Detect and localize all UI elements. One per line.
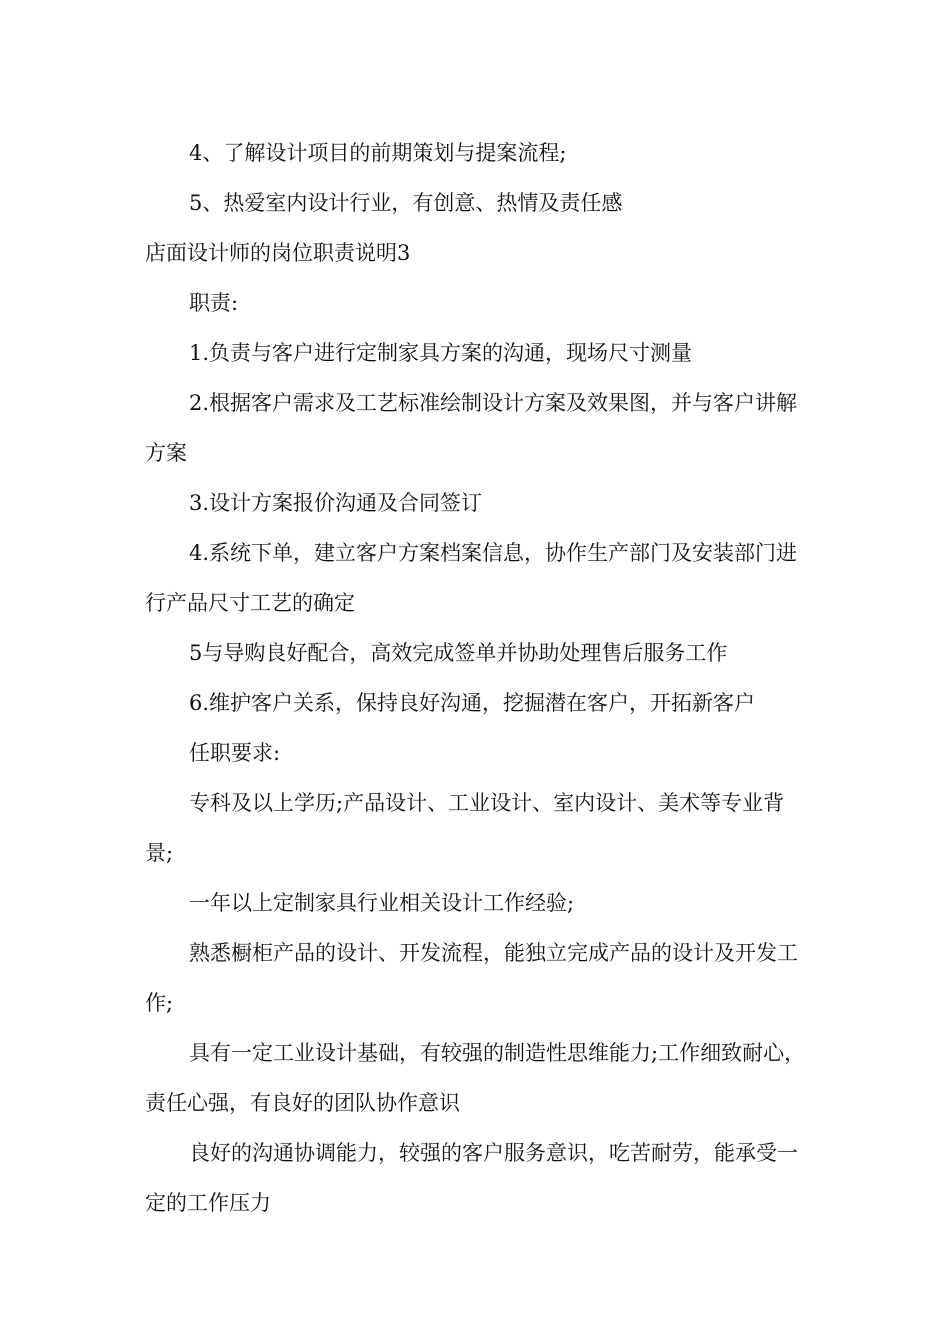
paragraph-item-5: 5、热爱室内设计行业，有创意、热情及责任感	[189, 191, 623, 215]
paragraph-item-4: 4、了解设计项目的前期策划与提案流程;	[189, 141, 567, 165]
requirement-item-4: 具有一定工业设计基础，有较强的制造性思维能力;工作细致耐心，责任心强，有良好的团队协作意识	[145, 1041, 806, 1115]
requirement-item-2: 一年以上定制家具行业相关设计工作经验;	[189, 891, 575, 915]
duty-item-1: 1.负责与客户进行定制家具方案的沟通，现场尺寸测量	[189, 341, 693, 365]
requirement-item-3: 熟悉橱柜产品的设计、开发流程，能独立完成产品的设计及开发工作;	[145, 941, 798, 1015]
requirements-heading: 任职要求:	[189, 741, 281, 765]
duty-item-5: 5与导购良好配合，高效完成签单并协助处理售后服务工作	[189, 641, 728, 665]
document-body	[145, 128, 810, 1228]
requirement-item-5: 良好的沟通协调能力，较强的客户服务意识，吃苦耐劳，能承受一定的工作压力	[145, 1141, 798, 1215]
duty-item-4: 4.系统下单，建立客户方案档案信息，协作生产部门及安装部门进行产品尺寸工艺的确定	[145, 541, 798, 615]
duties-heading: 职责:	[189, 291, 239, 315]
requirement-item-1: 专科及以上学历;产品设计、工业设计、室内设计、美术等专业背景;	[145, 791, 785, 865]
duty-item-3: 3.设计方案报价沟通及合同签订	[189, 491, 483, 515]
section-title: 店面设计师的岗位职责说明3	[145, 241, 411, 265]
duty-item-2: 2.根据客户需求及工艺标准绘制设计方案及效果图，并与客户讲解方案	[145, 391, 798, 465]
duty-item-6: 6.维护客户关系，保持良好沟通，挖掘潜在客户，开拓新客户	[189, 691, 756, 715]
